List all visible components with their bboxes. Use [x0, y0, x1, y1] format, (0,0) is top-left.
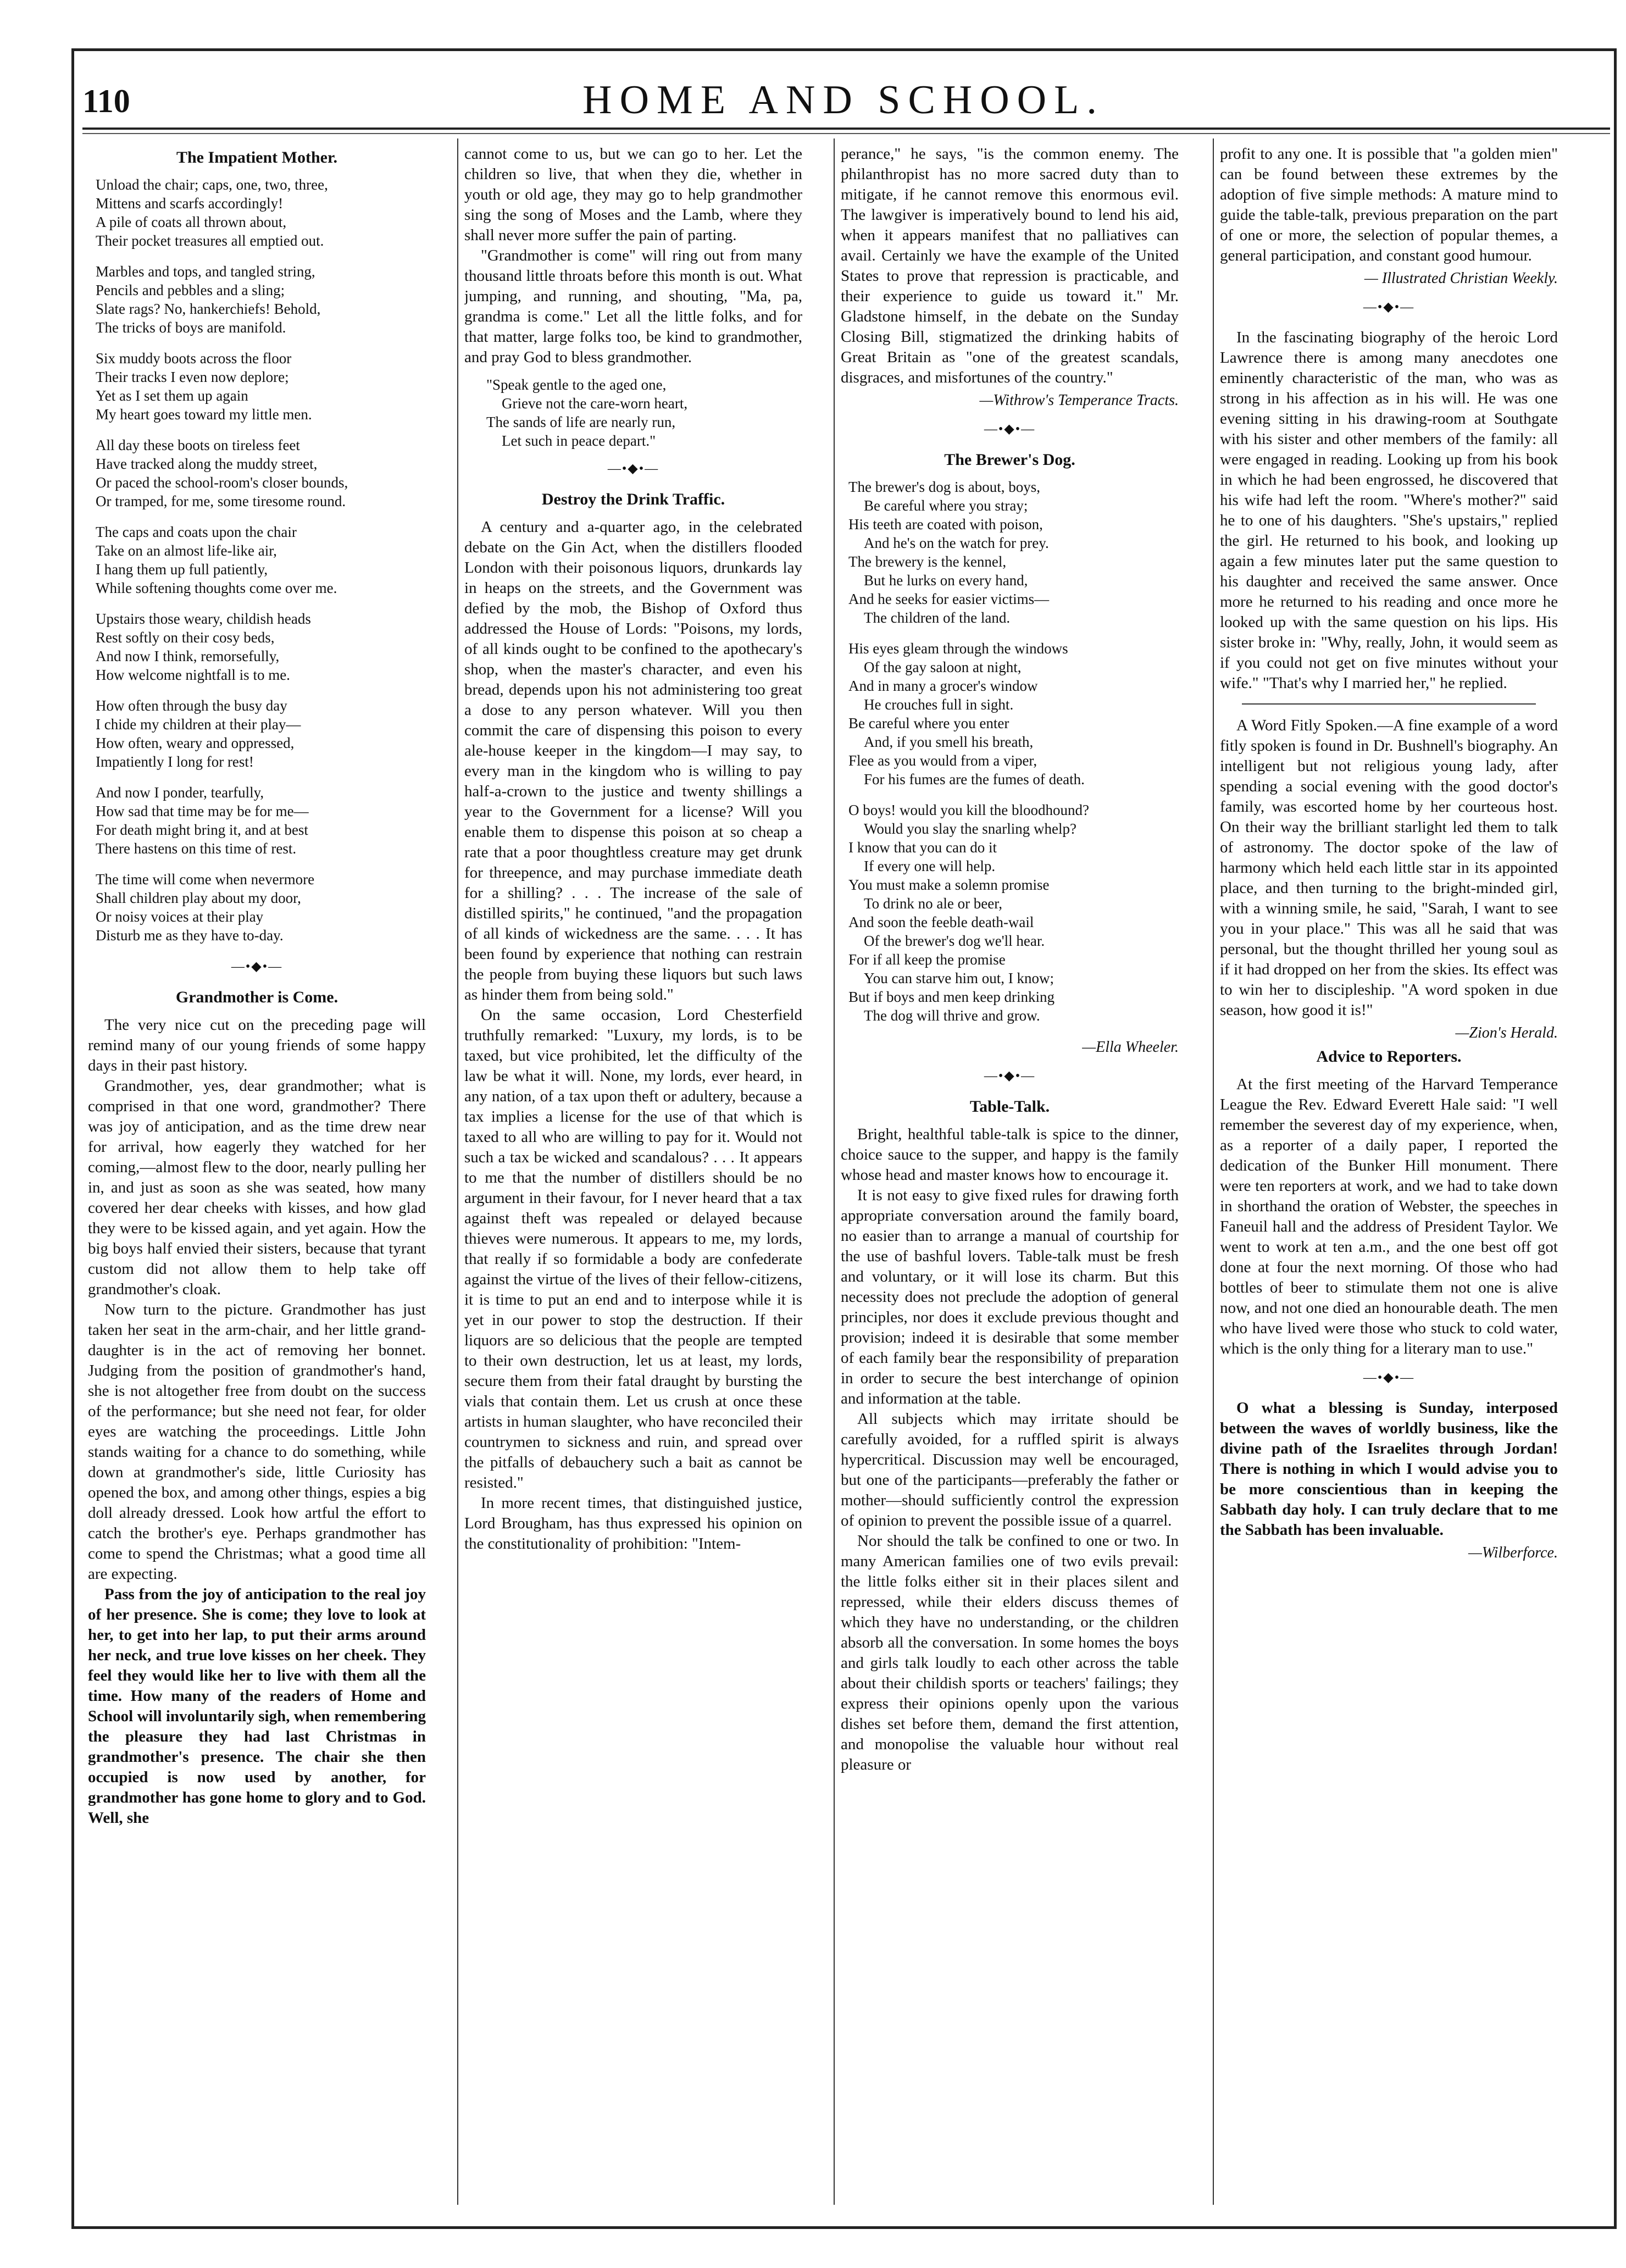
stanza: How often through the busy day I chide my children at their play— How often, weary and oppressed, Impatiently I long for rest! — [96, 697, 301, 770]
verse-quote: "Speak gentle to the aged one, Grieve not the care-worn heart, The sands of life are nearly run, Let such in peace depart." — [486, 376, 688, 449]
source-attribution: —Zion's Herald. — [1455, 1024, 1558, 1041]
paragraph: profit to any one. It is possible that "a golden mien" can be found between these extremes by the adoption of five simple methods: A mature mind to guide the table-talk, previous preparation on the part of one or more, the selection of popular themes, a general participation, and constant good humour. — [1220, 145, 1558, 264]
column-1 — [88, 144, 426, 2199]
stanza: All day these boots on tireless feet Have tracked along the muddy street, Or paced the school-room's closer bounds, Or tramped, for me, some tiresome round. — [96, 437, 348, 509]
header-rule — [82, 127, 1610, 130]
source-attribution: —Withrow's Temperance Tracts. — [979, 392, 1179, 409]
stanza: Upstairs those weary, childish heads Rest softly on their cosy beds, And now I think, remorsefully, How welcome nightfall is to me. — [96, 611, 311, 683]
stanza: The caps and coats upon the chair Take on an almost life-like air, I hang them up full patiently, While softening thoughts come over me. — [96, 524, 337, 596]
column-2 — [464, 144, 802, 2199]
stanza: Six muddy boots across the floor Their tracks I even now deplore; Yet as I set them up again My heart goes toward my little men. — [96, 350, 312, 423]
article-title-table-talk: Table-Talk. — [969, 1097, 1050, 1116]
paragraph: Grandmother, yes, dear grandmother; what is comprised in that one word, grandmother? There was joy of anticipation, and as the time drew near for arrival, how eagerly they watched for her coming,—almost flew to the door, nearly pulling her in, and just as soon as she was seated, how many covered her dear cheeks with kisses, and how glad they were to be kissed again, and yet again. How the big boys half envied their sisters, because that tyrant custom did not allow them to help take off grandmother's cloak. — [88, 1077, 426, 1298]
paragraph-sunday: O what a blessing is Sunday, interposed between the waves of worldly business, like the divine path of the Israelites through Jordan! There is nothing in which I would advise you to be more conscientious than in keeping the Sabbath day holy. I can truly declare that to me the Sabbath has been invaluable. — [1220, 1399, 1558, 1539]
poem-title-impatient-mother: The Impatient Mother. — [176, 148, 338, 167]
paragraph: It is not easy to give fixed rules for drawing forth appropriate conversation around the family board, no easier than to arrange a manual of courtship for the use of bashful lovers. Table-talk must be fresh and voluntary, or it will lose its charm. But this necessity does not preclude the adoption of general principles, nor does it exclude previous thought and provision; indeed it is desirable that some member of each family bear the responsibility of preparation in order to secure the best interchange of opinion and information at the table. — [841, 1186, 1179, 1407]
paragraph: At the first meeting of the Harvard Temperance League the Rev. Edward Everett Hale said: "I well remember the severest day of my experience, when, as a reporter of a daily paper, I reported the dedication of the Bunker Hill monument. There were ten reporters at work, and we had to take down in shorthand the oration of Webster, the speeches in Faneuil hall and the address of President Taylor. We went to work at ten a.m., and the one best off got done at four the next morning. Of those who had bottles of beer to stimulate them not one is alive now, and not one died an honourable death. The men who have lived were those who stuck to cold water, which is the only thing for a literary man to use." — [1220, 1075, 1558, 1357]
paragraph: Bright, healthful table-talk is spice to the dinner, choice sauce to the supper, and happy is the family whose head and master knows how to encourage it. — [841, 1125, 1179, 1184]
column-4 — [1220, 144, 1558, 2199]
poem-brewers-dog — [841, 478, 1179, 1025]
stanza: O boys! would you kill the bloodhound? Would you slay the snarling whelp? I know that you can do it If every one will help. You must make a solemn promise To drink no ale or beer, And soon the feeble death-wail Of the brewer's dog we'll hear. For if all keep the promise You can starve him out, I know; But if boys and men keep drinking The dog will thrive and grow. — [848, 802, 1089, 1024]
stanza: Marbles and tops, and tangled string, Pencils and pebbles and a sling; Slate rags? No, hankerchiefs! Behold, The tricks of boys are manifold. — [96, 263, 321, 336]
page-header — [82, 77, 1605, 126]
ornament-divider: —•◆•— — [1363, 1371, 1415, 1385]
ornament-divider: —•◆•— — [984, 422, 1036, 436]
stanza: The brewer's dog is about, boys, Be careful where you stray; His teeth are coated with poison, And he's on the watch for prey. The brewery is the kennel, But he lurks on every hand, And he seeks for easier victims— The children of the land. — [848, 479, 1050, 626]
article-title-grandmother: Grandmother is Come. — [175, 988, 338, 1006]
ornament-divider: —•◆•— — [231, 960, 283, 974]
source-attribution: — Illustrated Christian Weekly. — [1364, 270, 1558, 287]
ornament-divider: —•◆•— — [1363, 300, 1415, 314]
poem-title-brewers-dog: The Brewer's Dog. — [944, 451, 1075, 469]
paragraph: Now turn to the picture. Grandmother has just taken her seat in the arm-chair, and her little grand-daughter is in the act of removing her bonnet. Judging from the position of grandmother's hand, she is not altogether free from doubt on the success of the performance; but she need not fear, for older eyes are watching the proceedings. Little John stands waiting for a chance to do something, while down at grandmother's side, little Curiosity has opened the box, and among other things, espies a big doll already dressed. Look how artful the effort to catch the brother's eye. Perhaps grandmother has come to spend the Christmas; what a good time all are expecting. — [88, 1301, 426, 1583]
column-divider — [1213, 138, 1214, 2205]
paragraph: The very nice cut on the preceding page will remind many of our young friends of some happy days in their past history. — [88, 1016, 426, 1074]
stanza: Unload the chair; caps, one, two, three, Mittens and scarfs accordingly! A pile of coats all thrown about, Their pocket treasures all emptied out. — [96, 176, 328, 249]
paragraph: "Grandmother is come" will ring out from many thousand little throats before this month is out. What jumping, and running, and shouting, "Ma, pa, grandma is come." Let all the little folks, and for that matter, large folks too, be kind to grandmother, and pray God to bless grandmother. — [464, 247, 802, 366]
poem-impatient-mother — [88, 175, 426, 945]
paragraph: perance," he says, "is the common enemy. The philanthropist has no more sacred duty than to mitigate, if he cannot remove this enormous evil. The lawgiver is imperatively bound to lend his aid, when it appears manifest that no palliatives can avail. Certainly we have the example of the United States to prove that repression is practicable, and their experience to guide us toward it." Mr. Gladstone himself, in the debate on the Sunday Closing Bill, stigmatized the drinking habits of Great Britain as "one of the greatest scandals, disgraces, and misfortunes of the country." — [841, 145, 1179, 386]
stanza: The time will come when nevermore Shall children play about my door, Or noisy voices at their play Disturb me as they have to-day. — [96, 871, 315, 944]
ornament-divider: —•◆•— — [984, 1069, 1036, 1083]
column-divider — [457, 138, 458, 2205]
publication-title: HOME AND SCHOOL. — [582, 77, 1105, 123]
paragraph-lord-lawrence: In the fascinating biography of the heroic Lord Lawrence there is among many anecdotes one eminently characteristic of the man, who was as strong in his affection as in his will. He was one evening sitting in his drawing-room at Southgate with his sister and other members of the family: all were engaged in reading. Looking up from his book in which he had been engrossed, he discovered that his wife had left the room. "Where's mother?" said he to one of his daughters. "She's upstairs," replied the girl. He returned to his book, and looking up again a few minutes later put the same question to his daughter and received the same answer. Once more he returned to his reading and once more he looked up with the same question on his lips. His sister broke in: "Why, really, John, it would seem as if you could not get on five minutes without your wife." "That's why I married her," he replied. — [1220, 329, 1558, 692]
stanza: And now I ponder, tearfully, How sad that time may be for me— For death might bring it, and at best There hastens on this time of rest. — [96, 784, 309, 857]
page-number: 110 — [82, 83, 130, 119]
article-title-drink-traffic: Destroy the Drink Traffic. — [541, 490, 725, 508]
paragraph: Nor should the talk be confined to one or two. In many American families one of two evils prevail: the little folks either sit in their places silent and repressed, while their elders discuss themes of which they have no understanding, or the children absorb all the conversation. In some homes the boys and girls talk loudly to each other across the table about their childish sports or teachers' failings; they express their opinions openly upon the various dishes set before them, demand the first attention, and monopolise the valuable hour without real pleasure or — [841, 1532, 1179, 1773]
section-rule — [1242, 703, 1536, 705]
paragraph: On the same occasion, Lord Chesterfield truthfully remarked: "Luxury, my lords, is to be taxed, but vice prohibited, let the difficulty of the law be what it will. None, my lords, ever heard, in any nation, of a tax upon theft or adultery, because a tax implies a license for the use of that which is taxed to all who are willing to pay for it. Would not such a tax be wicked and scandalous? . . . It appears to me that the number of distillers should be no argument in their favour, for I never heard that a tax against theft was repealed or delayed because thieves were numerous. It appears to me, my lords, that really if so formidable a body are confederate against the virtue of the lives of their fellow-citizens, it is time to put an end and to interpose while it is yet in our power to stop the destruction. If their liquors are so delicious that the people are tempted to their own destruction, let us at least, my lords, secure them from their fatal draught by bursting the vials that contain them. Let us crush at once these artists in human slaughter, who have reconciled their countrymen to sickness and ruin, and spread over the pitfalls of debauchery such a bait as cannot be resisted." — [464, 1006, 802, 1491]
paragraph: In more recent times, that distinguished justice, Lord Brougham, has thus expressed his opinion on the constitutionality of prohibition: "Intem- — [464, 1494, 802, 1552]
column-divider — [834, 138, 835, 2205]
paragraph: All subjects which may irritate should be carefully avoided, for a ruffled spirit is always hypercritical. Discussion may well be encouraged, but one of the participants—preferably the father or mother—should sufficiently control the expression of opinion to prevent the possible issue of a quarrel. — [841, 1410, 1179, 1529]
stanza: His eyes gleam through the windows Of the gay saloon at night, And in many a grocer's window He crouches full in sight. Be careful where you enter And, if you smell his breath, Flee as you would from a viper, For his fumes are the fumes of death. — [848, 640, 1085, 788]
paragraph-word-fitly-spoken: A Word Fitly Spoken.—A fine example of a word fitly spoken is found in Dr. Bushnell's biography. An intelligent but not religious young lady, after spending a social evening with the good doctor's family, was escorted home by her courteous host. On their way the brilliant starlight led them to talk of astronomy. The doctor spoke of the law of harmony which held each little star in its appointed place, and then turning to the bright-minded girl, with a winning smile, he said, "Sarah, I want to see you in your place." This was all he said that was personal, but the thought thrilled her young soul as if it had dropped on her from the skies. Its effect was to win her to discipleship. "A word spoken in due season, how good it is!" — [1220, 717, 1558, 1019]
paragraph: cannot come to us, but we can go to her. Let the children so live, that when they die, whether in youth or old age, they may go to help grandmother sing the song of Moses and the Lamb, where they shall never more suffer the pain of parting. — [464, 145, 802, 244]
paragraph: A century and a-quarter ago, in the celebrated debate on the Gin Act, when the distillers flooded London with their poisonous liquors, drunkards lay in heaps on the streets, and the Government was defied by the mob, the Bishop of Oxford thus addressed the House of Lords: "Poisons, my lords, of all kinds ought to be confined to the apothecary's shop, when the master's character, and even his bread, depends upon his not administering too great a dose to any person whatever. Will you then commit the care of dispensing this poison to every ale-house keeper in the kingdom—I may say, to every man in the kingdom who is willing to pay half-a-crown to the justice and twenty shillings a year to the Government for a license? Will you enable them to dispense this poison at so cheap a rate that a poor thoughtless creature may get drunk for threepence, and may purchase immediate death for a shilling? . . . The increase of the sale of distilled spirits," he continued, "and the propagation of all kinds of wickedness are the same. . . . It has been found by experience that nothing can restrain the people from buying these liquors but such laws as hinder them from being sold." — [464, 518, 802, 1003]
paragraph: Pass from the joy of anticipation to the real joy of her presence. She is come; they love to look at her, to get into her lap, to put their arms around her neck, and true love kisses on her cheek. They feel they would like her to live with them all the time. How many of the readers of Home and School will involuntarily sigh, when remembering the pleasure they had last Christmas in grandmother's presence. The chair she then occupied is now used by another, for grandmother has gone home to glory and to God. Well, she — [88, 1585, 426, 1827]
article-title-reporters: Advice to Reporters. — [1316, 1047, 1462, 1066]
ornament-divider: —•◆•— — [607, 462, 659, 476]
source-attribution: —Wilberforce. — [1468, 1544, 1558, 1561]
header-rule-thin — [82, 133, 1610, 134]
column-3 — [841, 144, 1179, 2199]
poem-author: —Ella Wheeler. — [1082, 1039, 1179, 1056]
